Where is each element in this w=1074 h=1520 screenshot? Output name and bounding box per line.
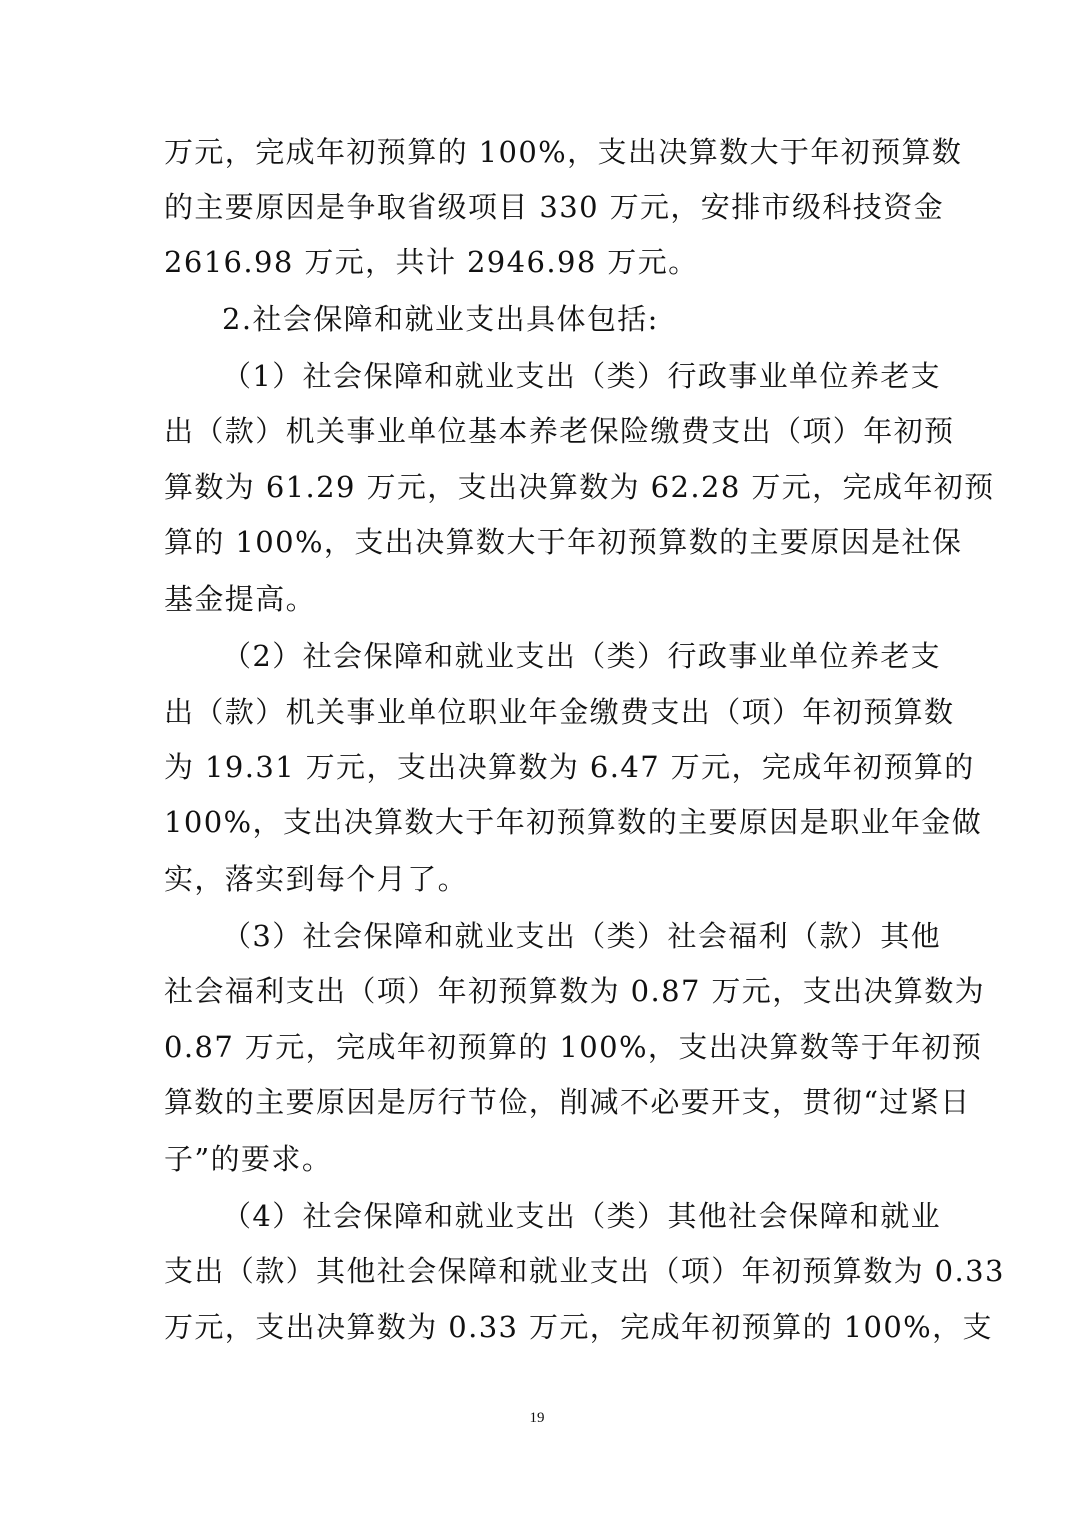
text-line: 的主要原因是争取省级项目 330 万元，安排市级科技资金 bbox=[164, 190, 944, 224]
text-line: 算的 100%，支出决算数大于年初预算数的主要原因是社保 bbox=[164, 525, 963, 559]
text-line: 万元，支出决算数为 0.33 万元，完成年初预算的 100%，支 bbox=[164, 1310, 993, 1344]
text-line: 支出（款）其他社会保障和就业支出（项）年初预算数为 0.33 bbox=[164, 1254, 1005, 1288]
text-line: 2616.98 万元，共计 2946.98 万元。 bbox=[164, 245, 699, 279]
text-line: 万元，完成年初预算的 100%，支出决算数大于年初预算数 bbox=[164, 135, 963, 169]
text-line: 出（款）机关事业单位基本养老保险缴费支出（项）年初预 bbox=[164, 414, 955, 448]
page-number: 19 bbox=[529, 1410, 545, 1426]
text-line: 100%，支出决算数大于年初预算数的主要原因是职业年金做 bbox=[164, 805, 983, 839]
section-heading: 2.社会保障和就业支出具体包括: bbox=[222, 302, 659, 336]
text-line: 算数的主要原因是厉行节俭，削减不必要开支，贯彻“过紧日 bbox=[164, 1085, 971, 1119]
text-line: 子”的要求。 bbox=[164, 1142, 333, 1176]
text-line: 社会福利支出（项）年初预算数为 0.87 万元，支出决算数为 bbox=[164, 974, 986, 1008]
text-line: 实，落实到每个月了。 bbox=[164, 862, 469, 896]
text-line: （4）社会保障和就业支出（类）其他社会保障和就业 bbox=[222, 1199, 942, 1233]
text-line: （1）社会保障和就业支出（类）行政事业单位养老支 bbox=[222, 359, 942, 393]
text-line: 算数为 61.29 万元，支出决算数为 62.28 万元，完成年初预 bbox=[164, 470, 995, 504]
text-line: 基金提高。 bbox=[164, 582, 317, 616]
text-line: （2）社会保障和就业支出（类）行政事业单位养老支 bbox=[222, 639, 942, 673]
text-line: 0.87 万元，完成年初预算的 100%，支出决算数等于年初预 bbox=[164, 1030, 983, 1064]
text-line: 为 19.31 万元，支出决算数为 6.47 万元，完成年初预算的 bbox=[164, 750, 975, 784]
text-line: （3）社会保障和就业支出（类）社会福利（款）其他 bbox=[222, 919, 942, 953]
text-line: 出（款）机关事业单位职业年金缴费支出（项）年初预算数 bbox=[164, 695, 955, 729]
